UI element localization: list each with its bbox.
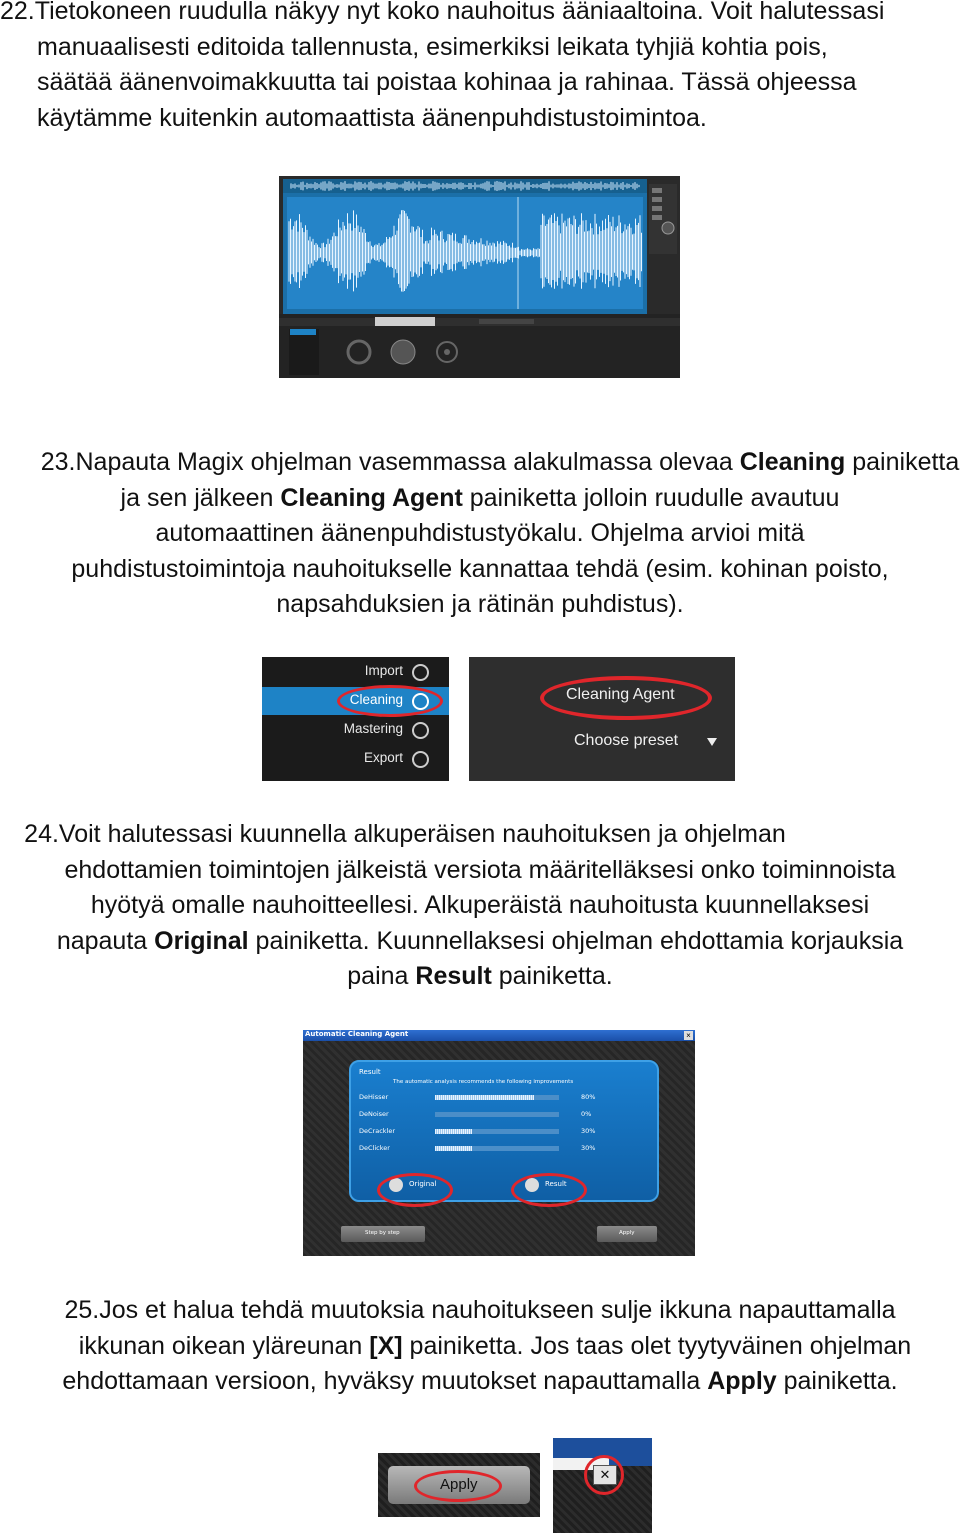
dialog-close-button[interactable]: ×: [684, 1031, 693, 1040]
menu-item-import[interactable]: [262, 659, 449, 685]
menu-item-mastering[interactable]: [262, 717, 449, 743]
apply-label: Apply: [619, 1230, 635, 1236]
step-by-step-label: Step by step: [365, 1230, 400, 1236]
bold-term: Apply: [707, 1367, 777, 1395]
text-line: ehdottamien toimintojen jälkeistä versiota määritelläksesi onko toiminnoista: [64, 855, 896, 884]
text-line: napsahduksien ja rätinän puhdistus).: [276, 590, 684, 618]
text-span: paina: [347, 962, 416, 990]
bold-term: Result: [415, 962, 492, 990]
text-line: manuaalisesti editoida tallennusta, esimerkiksi leikata tyhjiä kohtia pois,: [37, 32, 828, 61]
recommendation-name: DeNoiser: [359, 1110, 389, 1118]
recommendation-slider[interactable]: [435, 1146, 559, 1151]
menu-item-label: Import: [364, 663, 403, 678]
text-span: painiketta. Jos taas olet tyytyväinen ohjelman: [402, 1331, 912, 1360]
close-button-screenshot: [553, 1438, 652, 1533]
dialog-titlebar: [303, 1030, 695, 1041]
result-description: The automatic analysis recommends the following improvements: [393, 1079, 574, 1085]
highlight-ring: [540, 676, 712, 720]
result-label: Result: [545, 1180, 567, 1188]
recommendation-slider[interactable]: [435, 1129, 559, 1134]
bold-term: [X]: [369, 1331, 403, 1360]
text-line: [0, 481, 960, 517]
highlight-ring: [377, 1173, 453, 1207]
text-line: [0, 924, 960, 960]
text-span: painiketta jolloin ruudulle avautuu: [462, 483, 840, 512]
text-line: säätää äänenvoimakkuutta tai poistaa kohinaa ja rahinaa. Tässä ohjeessa: [37, 68, 857, 96]
slider-fill: [435, 1146, 472, 1151]
choose-preset-label: Choose preset: [574, 732, 679, 749]
step-24-text: [0, 817, 960, 995]
text-span: ehdottamaan versioon, hyväksy muutokset napauttamalla: [62, 1367, 708, 1395]
text-span: napauta: [56, 926, 155, 955]
bold-term: Cleaning: [739, 448, 846, 476]
text-line: puhdistustoimintoja nauhoitukselle kannattaa tehdä (esim. kohinan poisto,: [71, 554, 889, 583]
close-icon: ✕: [599, 1467, 611, 1482]
import-icon: [412, 664, 429, 681]
slider-fill: [435, 1129, 472, 1134]
cleaning-agent-screenshot: [469, 657, 735, 781]
text-line: [0, 445, 960, 481]
recommendation-slider[interactable]: [435, 1095, 559, 1100]
audio-editor-screenshot: [279, 176, 680, 378]
text-line: 22.Tietokoneen ruudulla näkyy nyt koko nauhoitus ääniaaltoina. Voit halutessasi: [0, 0, 885, 25]
step-by-step-button[interactable]: [341, 1226, 425, 1242]
apply-label: Apply: [440, 1476, 478, 1493]
choose-preset-dropdown[interactable]: [559, 729, 729, 755]
text-span: ikkunan oikean yläreunan: [78, 1331, 370, 1360]
menu-item-label: Mastering: [343, 721, 403, 736]
apply-button-screenshot: [378, 1453, 540, 1517]
text-line: [0, 959, 960, 995]
text-line: 25.Jos et halua tehdä muutoksia nauhoitukseen sulje ikkuna napauttamalla: [64, 1296, 896, 1324]
recommendation-name: DeCrackler: [359, 1127, 396, 1135]
recommendation-name: DeHisser: [359, 1093, 389, 1101]
recommendation-row: [359, 1092, 649, 1104]
text-line: [0, 1329, 960, 1365]
original-label: Original: [409, 1180, 437, 1188]
menu-item-label: Export: [363, 750, 403, 765]
recommendation-row: [359, 1109, 649, 1121]
text-line: hyötyä omalle nauhoitteellesi. Alkuperäistä nauhoitusta kuunnellaksesi: [90, 891, 870, 919]
text-line: [0, 1364, 960, 1400]
text-span: painiketta.: [776, 1367, 898, 1395]
text-line: automaattinen äänenpuhdistustyökalu. Ohjelma arvioi mitä: [155, 519, 805, 547]
step-22-text: [0, 0, 884, 136]
highlight-ring: [511, 1173, 587, 1207]
text-line: käytämme kuitenkin automaattista äänenpuhdistustoimintoa.: [37, 103, 707, 132]
text-span: painiketta. Kuunnellaksesi ohjelman ehdottamia korjauksia: [248, 926, 904, 955]
highlight-ring: [337, 685, 443, 717]
menu-item-export[interactable]: [262, 746, 449, 772]
slider-fill: [435, 1095, 534, 1100]
recommendation-percent: 80%: [581, 1093, 596, 1101]
cleaning-agent-dialog-screenshot: [303, 1030, 695, 1256]
side-menu-screenshot: [262, 657, 449, 781]
text-span: ja sen jälkeen: [120, 483, 281, 512]
apply-button[interactable]: [597, 1226, 657, 1242]
recommendation-slider[interactable]: [435, 1112, 559, 1117]
chevron-down-icon: [707, 738, 717, 746]
menu-item-label: Cleaning: [349, 692, 403, 707]
recommendation-row: [359, 1143, 649, 1155]
text-span: painiketta.: [491, 962, 613, 990]
highlight-ring: [414, 1470, 502, 1502]
recommendation-percent: 30%: [581, 1144, 596, 1152]
export-icon: [412, 751, 429, 768]
bold-term: Cleaning Agent: [280, 483, 463, 512]
text-line: 24.Voit halutessasi kuunnella alkuperäisen nauhoituksen ja ohjelman: [24, 820, 786, 848]
recommendation-name: DeClicker: [359, 1144, 390, 1152]
recommendation-percent: 0%: [581, 1110, 592, 1118]
recommendation-row: [359, 1126, 649, 1138]
highlight-ring: [584, 1455, 624, 1495]
cleaning-agent-label: Cleaning Agent: [566, 686, 675, 703]
bold-term: Original: [154, 926, 249, 955]
dialog-title: Automatic Cleaning Agent: [305, 1030, 409, 1038]
waveform-view: [279, 176, 680, 378]
text-span: painiketta: [845, 448, 960, 476]
step-23-text: [0, 445, 960, 623]
step-25-text: [0, 1293, 960, 1400]
text-span: 23.Napauta Magix ohjelman vasemmassa alakulmassa olevaa: [40, 448, 740, 476]
mastering-icon: [412, 722, 429, 739]
recommendation-percent: 30%: [581, 1127, 596, 1135]
result-label: Result: [359, 1068, 381, 1076]
